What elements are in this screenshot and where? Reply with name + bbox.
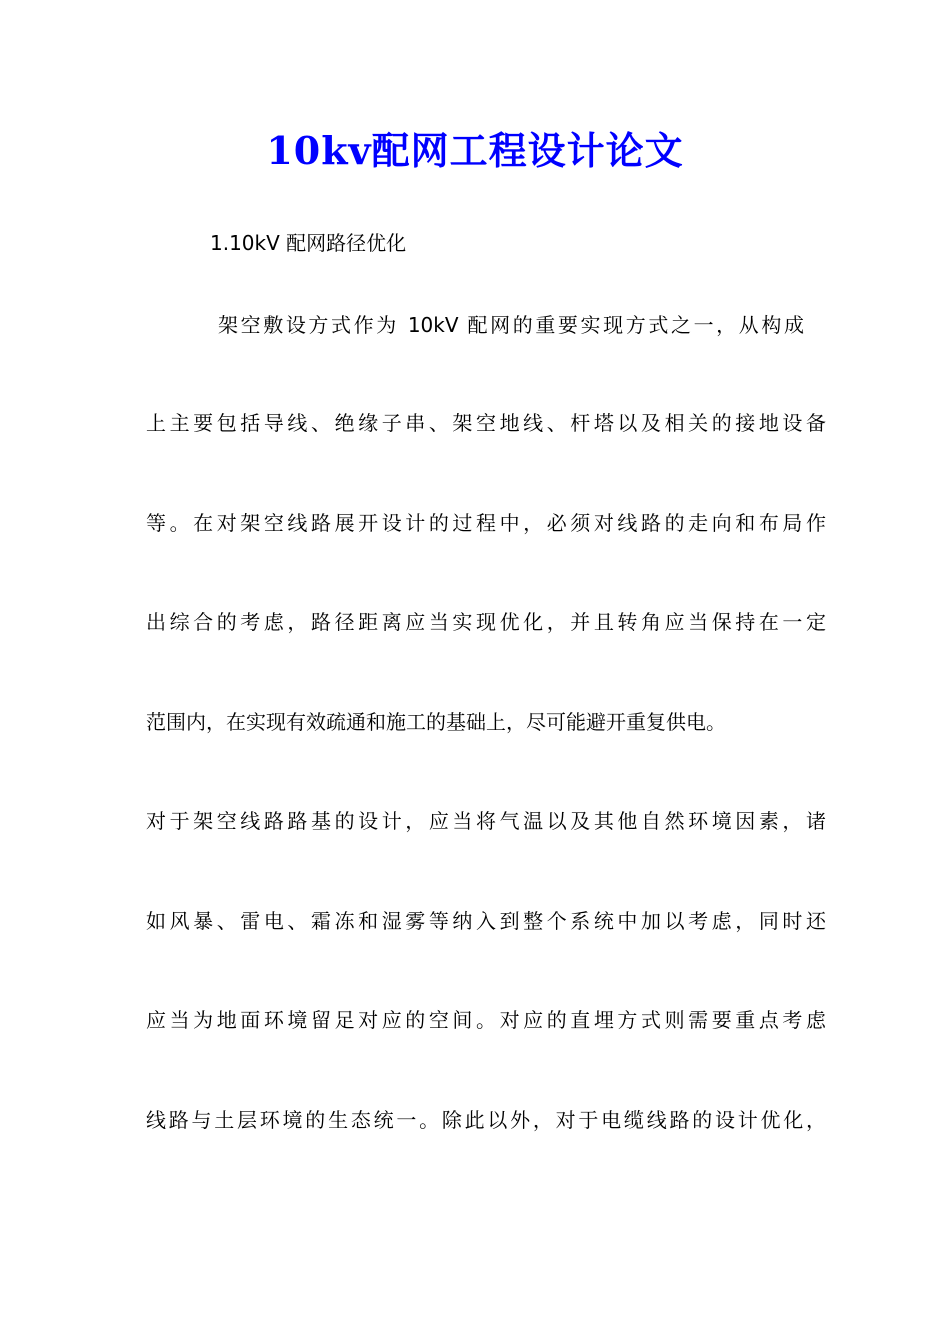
paragraph-line-7: 如风暴、雷电、霜冻和湿雾等纳入到整个系统中加以考虑，同时还 — [146, 909, 826, 933]
paragraph-line-4: 出综合的考虑，路径距离应当实现优化，并且转角应当保持在一定 — [146, 610, 826, 634]
paragraph-line-6: 对于架空线路路基的设计，应当将气温以及其他自然环境因素，诸 — [146, 809, 826, 833]
section-heading: 1.10kV 配网路径优化 — [210, 231, 407, 255]
paragraph-line-1: 架空敷设方式作为 10kV 配网的重要实现方式之一，从构成 — [218, 313, 804, 337]
paragraph-line-8: 应当为地面环境留足对应的空间。对应的直埋方式则需要重点考虑 — [146, 1008, 826, 1032]
document-title: 10kv配网工程设计论文 — [266, 128, 684, 173]
paragraph-line-2: 上主要包括导线、绝缘子串、架空地线、杆塔以及相关的接地设备 — [146, 411, 826, 435]
paragraph-line-3: 等。在对架空线路展开设计的过程中，必须对线路的走向和布局作 — [146, 511, 826, 535]
paragraph-line-5: 范围内，在实现有效疏通和施工的基础上，尽可能避开重复供电。 — [146, 710, 726, 734]
paragraph-line-9: 线路与土层环境的生态统一。除此以外，对于电缆线路的设计优化， — [146, 1108, 826, 1132]
